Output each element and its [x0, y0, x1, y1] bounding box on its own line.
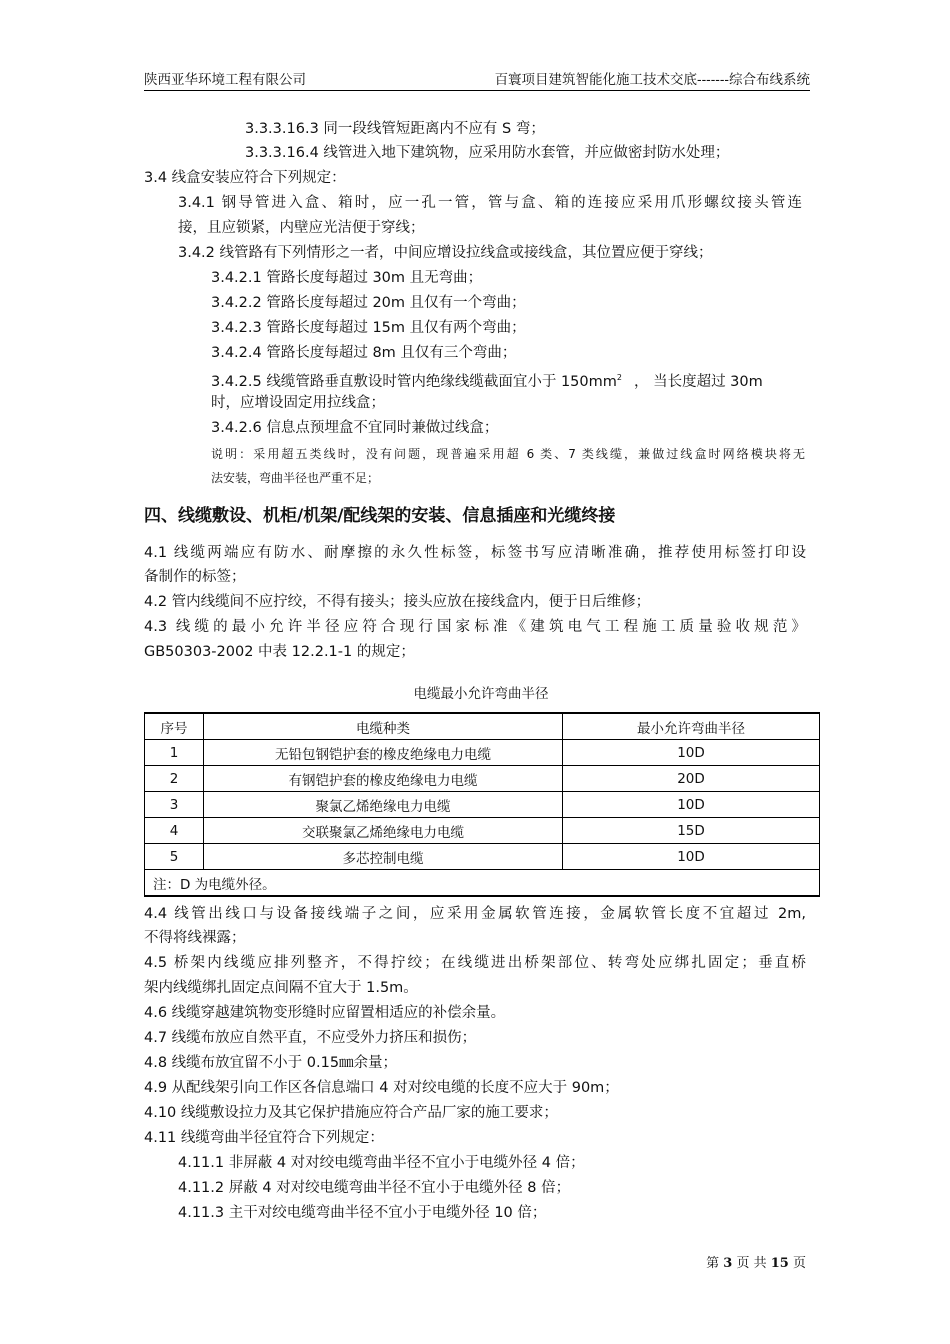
- clause-3-3-3-16-4: 3.3.3.16.4 线管进入地下建筑物，应采用防水套管，并应做密封防水处理；: [245, 145, 730, 161]
- clause-3-4-2-6: 3.4.2.6 信息点预埋盒不宜同时兼做过线盒；: [211, 420, 499, 436]
- clause-3-4-2-1: 3.4.2.1 管路长度每超过 30m 且无弯曲；: [211, 270, 483, 286]
- clause-4-11-2: 4.11.2 屏蔽 4 对对绞电缆弯曲半径不宜小于电缆外径 8 倍；: [178, 1180, 571, 1196]
- clause-3-4-2-5-line2: 时，应增设固定用拉线盒；: [211, 395, 385, 411]
- footer-page-number: 3: [723, 1256, 733, 1271]
- row-no: 1: [145, 740, 204, 766]
- clause-3-4-2-5-text: 3.4.2.5 线缆管路垂直敷设时管内绝缘线缆截面宜小于 150mm: [211, 373, 617, 390]
- clause-4-4-line1: 4.4 线管出线口与设备接线端子之间，应采用金属软管连接，金属软管长度不宜超过 2m,: [144, 906, 806, 922]
- superscript-2: 2: [616, 373, 622, 382]
- row-radius: 20D: [563, 766, 820, 792]
- row-radius: 15D: [563, 818, 820, 844]
- footer-suffix: 页: [792, 1256, 806, 1271]
- clause-4-10: 4.10 线缆敷设拉力及其它保护措施应符合产品厂家的施工要求；: [144, 1105, 558, 1121]
- table-header-row: [145, 713, 820, 740]
- clause-3-4-1-line2: 接，且应锁紧，内壁应光洁便于穿线；: [178, 220, 425, 236]
- clause-3-4-2-3: 3.4.2.3 管路长度每超过 15m 且仅有两个弯曲；: [211, 320, 526, 336]
- footer-prefix: 第: [706, 1256, 720, 1271]
- bend-radius-table: [144, 712, 820, 897]
- row-cable-type: 聚氯乙烯绝缘电力电缆: [204, 792, 563, 818]
- header-cable-type: 电缆种类: [204, 713, 563, 740]
- header-project-title: 百寰项目建筑智能化施工技术交底-------综合布线系统: [494, 72, 810, 88]
- clause-3-4-2-5-tail: ， 当长度超过 30m: [633, 373, 763, 390]
- row-no: 4: [145, 818, 204, 844]
- header-no: 序号: [145, 713, 204, 740]
- row-no: 5: [145, 844, 204, 870]
- clause-4-5-line2: 架内线缆绑扎固定点间隔不宜大于 1.5m。: [144, 980, 418, 996]
- row-no: 3: [145, 792, 204, 818]
- clause-4-11: 4.11 线缆弯曲半径宜符合下列规定：: [144, 1130, 384, 1146]
- clause-4-11-3: 4.11.3 主干对绞电缆弯曲半径不宜小于电缆外径 10 倍；: [178, 1205, 547, 1221]
- row-cable-type: 无铅包钢铠护套的橡皮绝缘电力电缆: [204, 740, 563, 766]
- footer-middle: 页 共: [736, 1256, 767, 1271]
- row-cable-type: 交联聚氯乙烯绝缘电力电缆: [204, 818, 563, 844]
- clause-4-3-line2: GB50303-2002 中表 12.2.1-1 的规定；: [144, 644, 415, 660]
- clause-4-3-line1: 4.3 线缆的最小允许半径应符合现行国家标准《建筑电气工程施工质量验收规范》: [144, 619, 806, 635]
- row-no: 2: [145, 766, 204, 792]
- clause-4-9: 4.9 从配线架引向工作区各信息端口 4 对对绞电缆的长度不应大于 90m；: [144, 1080, 619, 1096]
- row-radius: 10D: [563, 792, 820, 818]
- clause-4-5-line1: 4.5 桥架内线缆应排列整齐，不得拧绞；在线缆进出桥架部位、转弯处应绑扎固定；垂直桥: [144, 955, 806, 971]
- row-cable-type: 多芯控制电缆: [204, 844, 563, 870]
- clause-3-4-2-5-line1: [211, 366, 763, 394]
- clause-4-7: 4.7 线缆布放应自然平直，不应受外力挤压和损伤；: [144, 1030, 477, 1046]
- clause-4-1-line2: 备制作的标签；: [144, 569, 246, 585]
- header-min-radius: 最小允许弯曲半径: [563, 713, 820, 740]
- table-row: [145, 766, 820, 792]
- table-row: [145, 844, 820, 870]
- clause-4-1-line1: 4.1 线缆两端应有防水、耐摩擦的永久性标签，标签书写应清晰准确，推荐使用标签打印设: [144, 545, 806, 561]
- row-radius: 10D: [563, 844, 820, 870]
- header-company: 陕西亚华环境工程有限公司: [144, 72, 306, 88]
- table-caption: 电缆最小允许弯曲半径: [413, 686, 549, 702]
- clause-3-3-3-16-3: 3.3.3.16.3 同一段线管短距离内不应有 S 弯；: [245, 121, 545, 137]
- table-note-row: [145, 870, 820, 897]
- clause-4-2: 4.2 管内线缆间不应拧绞，不得有接头；接头应放在接线盒内，便于日后维修；: [144, 594, 651, 610]
- clause-4-6: 4.6 线缆穿越建筑物变形缝时应留置相适应的补偿余量。: [144, 1005, 506, 1021]
- clause-3-4: 3.4 线盒安装应符合下列规定：: [144, 170, 346, 186]
- page-footer: [706, 1252, 806, 1271]
- note-line2: 法安装，弯曲半径也严重不足；: [211, 471, 380, 485]
- footer-total-pages: 15: [770, 1256, 789, 1271]
- table-row: [145, 740, 820, 766]
- clause-3-4-1-line1: 3.4.1 钢导管进入盒、箱时，应一孔一管，管与盒、箱的连接应采用爪形螺纹接头管连: [178, 195, 802, 211]
- table-row: [145, 818, 820, 844]
- note-line1: 说明：采用超五类线时，没有问题，现普遍采用超 6 类、7 类线缆，兼做过线盒时网络模块将无: [211, 447, 805, 461]
- row-radius: 10D: [563, 740, 820, 766]
- clause-3-4-2-2: 3.4.2.2 管路长度每超过 20m 且仅有一个弯曲；: [211, 295, 526, 311]
- table-note: 注：D 为电缆外径。: [145, 870, 820, 897]
- clause-4-11-1: 4.11.1 非屏蔽 4 对对绞电缆弯曲半径不宜小于电缆外径 4 倍；: [178, 1155, 585, 1171]
- section-heading-4: 四、线缆敷设、机柜/机架/配线架的安装、信息插座和光缆终接: [144, 506, 616, 526]
- clause-4-4-line2: 不得将线裸露；: [144, 930, 246, 946]
- row-cable-type: 有钢铠护套的橡皮绝缘电力电缆: [204, 766, 563, 792]
- clause-3-4-2: 3.4.2 线管路有下列情形之一者，中间应增设拉线盒或接线盒，其位置应便于穿线；: [178, 245, 713, 261]
- clause-3-4-2-4: 3.4.2.4 管路长度每超过 8m 且仅有三个弯曲；: [211, 345, 517, 361]
- clause-4-8: 4.8 线缆布放宜留不小于 0.15㎜余量；: [144, 1055, 398, 1071]
- table-row: [145, 792, 820, 818]
- page-header: [144, 66, 810, 91]
